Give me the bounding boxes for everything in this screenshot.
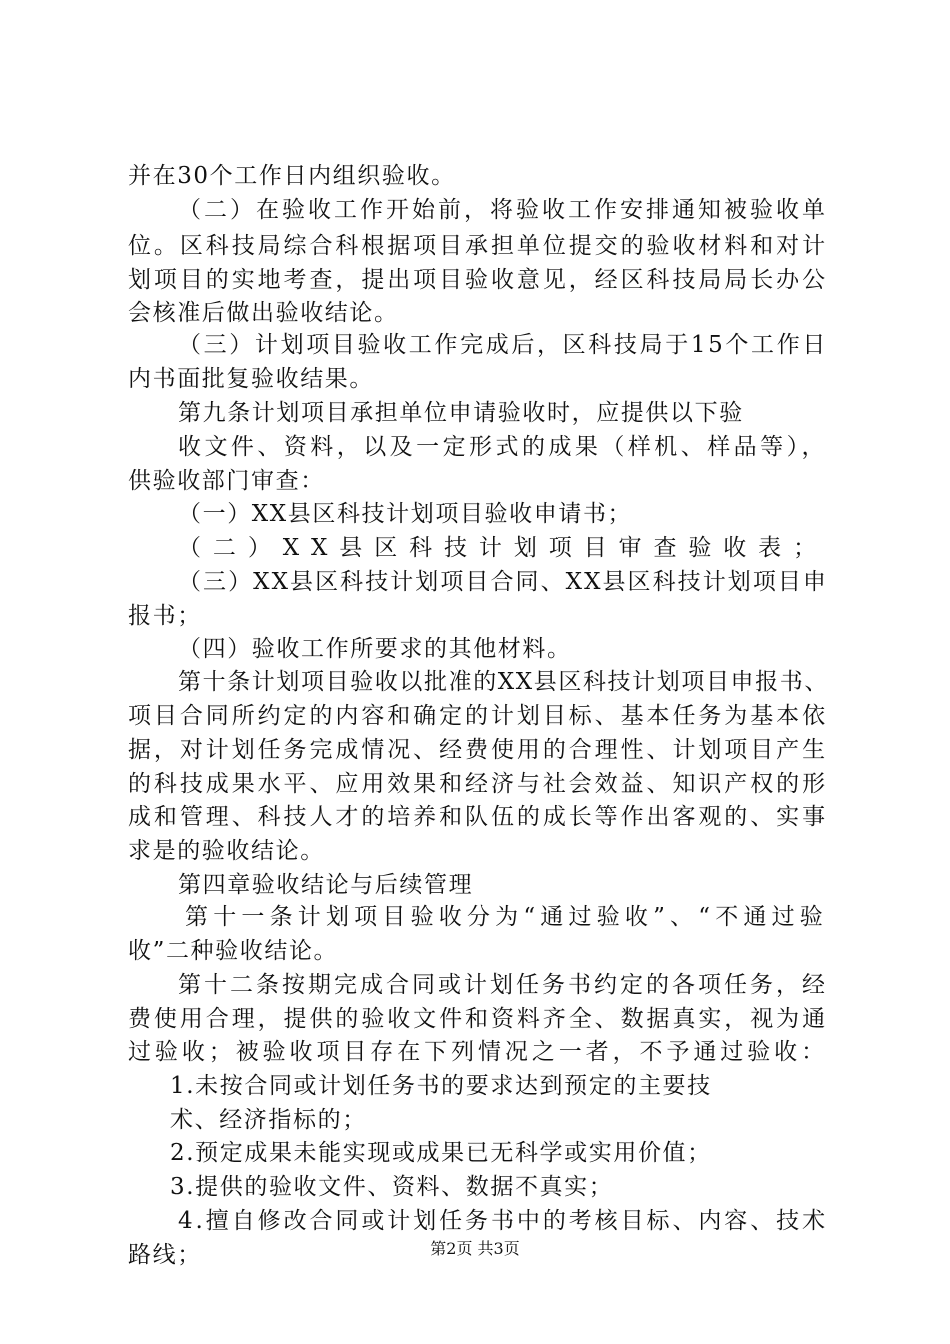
- text-line: 并在30个工作日内组织验收。: [128, 163, 456, 189]
- text-line: 2.预定成果未能实现或成果已无科学或实用价值；: [170, 1140, 712, 1166]
- text-line: 报书；: [128, 603, 202, 629]
- text-line: 据，对计划任务完成情况、经费使用的合理性、计划项目产生: [128, 737, 828, 763]
- text-line: 第十条计划项目验收以批准的XX县区科技计划项目申报书、: [178, 669, 829, 695]
- text-line: （四）验收工作所要求的其他材料。: [178, 636, 572, 662]
- text-line: 1.未按合同或计划任务书的要求达到预定的主要技: [170, 1073, 712, 1099]
- text-line: 术、经济指标的；: [170, 1107, 367, 1133]
- text-line: （一）XX县区科技计划项目验收申请书；: [178, 501, 633, 527]
- text-line: 费使用合理，提供的验收文件和资料齐全、数据真实，视为通: [128, 1006, 828, 1032]
- text-line: 收”二种验收结论。: [128, 938, 339, 964]
- page-footer: 第2页 共3页: [430, 1239, 520, 1258]
- text-line: 会核准后做出验收结论。: [128, 300, 399, 326]
- text-line: 第十一条计划项目验收分为“通过验收”、“不通过验: [185, 904, 828, 930]
- text-line: 位。区科技局综合科根据项目承担单位提交的验收材料和对计: [128, 233, 828, 259]
- text-line: 内书面批复验收结果。: [128, 366, 374, 392]
- text-line: 第四章验收结论与后续管理: [178, 872, 474, 898]
- text-line: （二）XX县区科技计划项目审查验收表；: [178, 535, 828, 561]
- text-line: （三）XX县区科技计划项目合同、XX县区科技计划项目申: [178, 569, 828, 595]
- text-line: 项目合同所约定的内容和确定的计划目标、基本任务为基本依: [128, 703, 828, 729]
- text-line: 的科技成果水平、应用效果和经济与社会效益、知识产权的形: [128, 771, 828, 797]
- text-line: （二）在验收工作开始前，将验收工作安排通知被验收单: [178, 197, 828, 223]
- text-line: 第九条计划项目承担单位申请验收时，应提供以下验: [178, 400, 744, 426]
- text-line: 成和管理、科技人才的培养和队伍的成长等作出客观的、实事: [128, 804, 828, 830]
- text-line: 4.擅自修改合同或计划任务书中的考核目标、内容、技术: [178, 1208, 828, 1234]
- text-line: （三）计划项目验收工作完成后，区科技局于15个工作日: [178, 332, 828, 358]
- text-line: 过验收；被验收项目存在下列情况之一者，不予通过验收：: [128, 1039, 828, 1065]
- text-line: 第十二条按期完成合同或计划任务书约定的各项任务，经: [178, 972, 828, 998]
- text-line: 路线；: [128, 1242, 202, 1268]
- text-line: 3.提供的验收文件、资料、数据不真实；: [170, 1174, 614, 1200]
- text-line: 供验收部门审查：: [128, 468, 325, 494]
- text-line: 划项目的实地考查，提出项目验收意见，经区科技局局长办公: [128, 267, 828, 293]
- text-line: 收文件、资料，以及一定形式的成果（样机、样品等），: [178, 434, 828, 460]
- text-line: 求是的验收结论。: [128, 838, 325, 864]
